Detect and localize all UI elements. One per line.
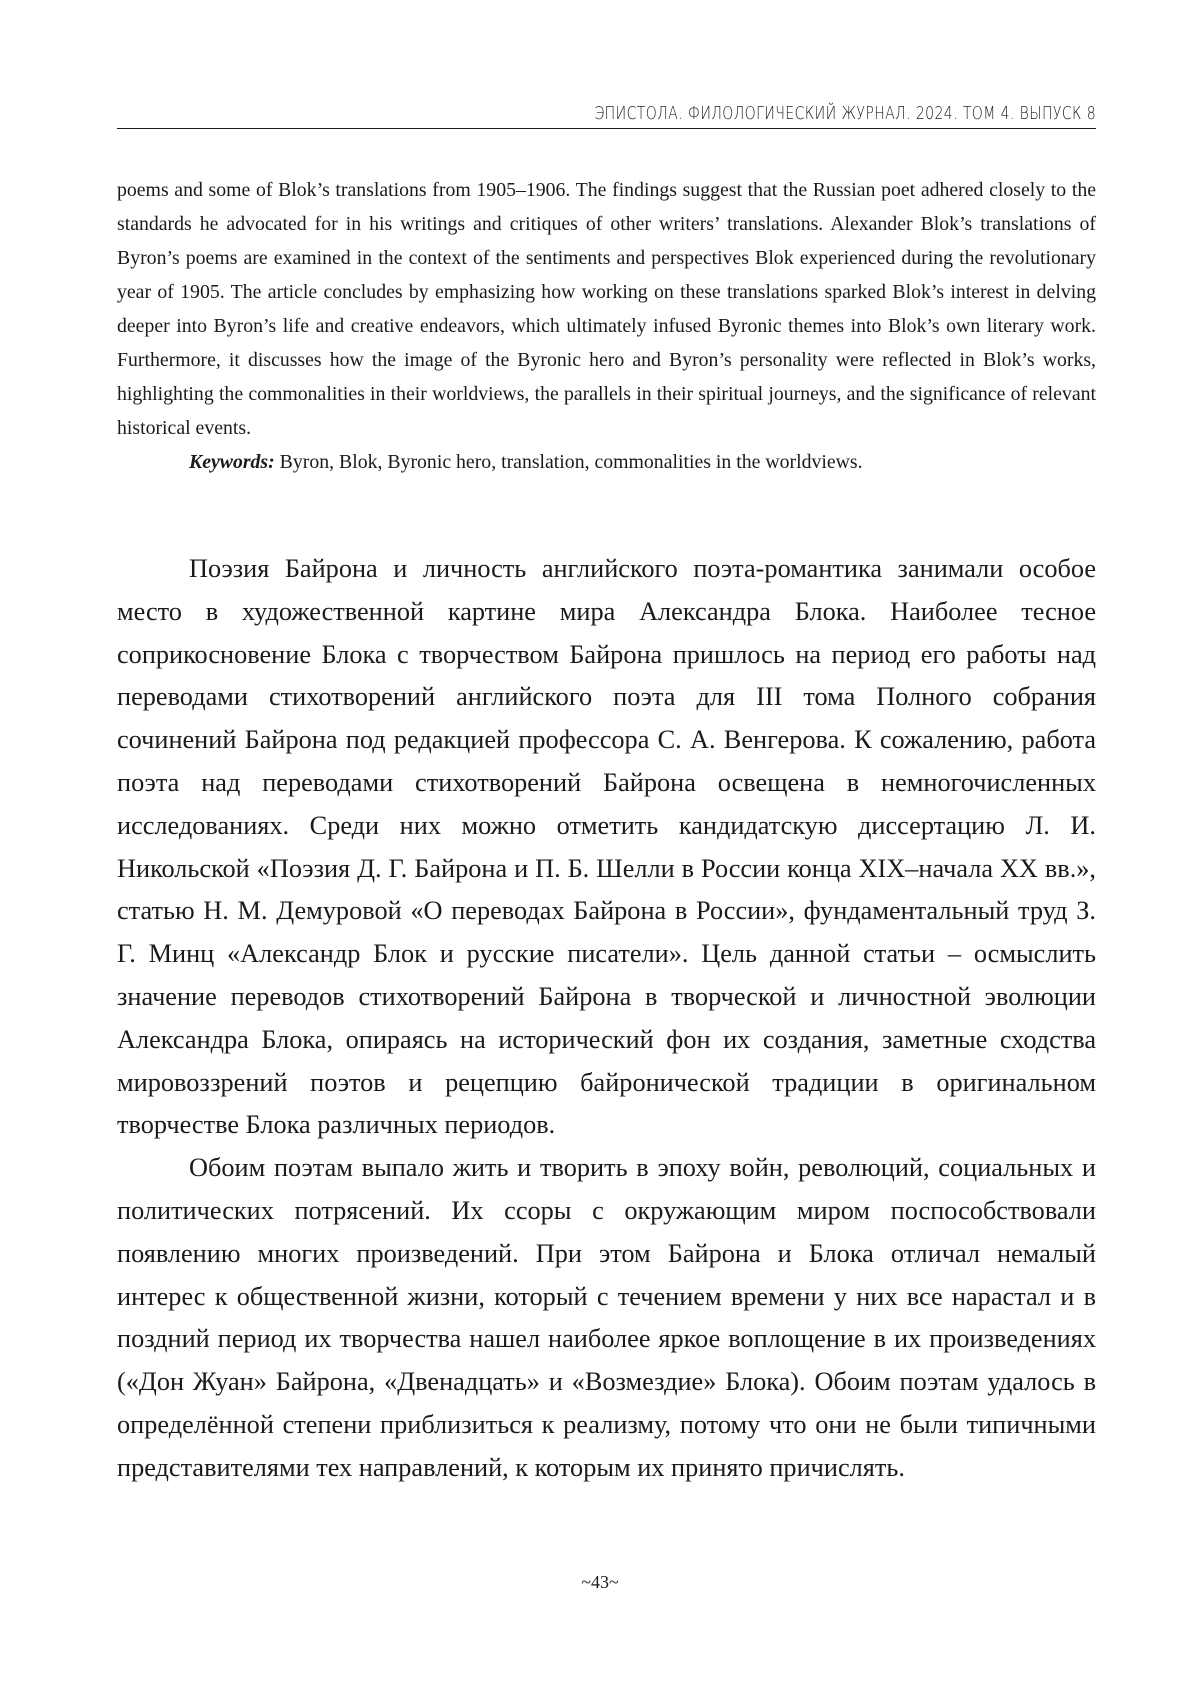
keywords-label: Keywords: [189,451,275,473]
keywords-line [117,445,1096,479]
body-paragraph: Поэзия Байрона и личность английского поэта-романтика занимали особое место в художественной картине мира Александра Блока. Наиболее тесное соприкосновение Блока с творчеством Байрона пришлось на период его работы над переводами стихотворений английского поэта для III тома Полного собрания сочинений Байрона под редакцией профессора С. А. Венгерова. К сожалению, работа поэта над переводами стихотворений Байрона освещена в немногочисленных исследованиях. Среди них можно отметить кандидатскую диссертацию Л. И. Никольской «Поэзия Д. Г. Байрона и П. Б. Шелли в России конца XIX–начала XX вв.», статью Н. М. Демуровой «О переводах Байрона в России», фундаментальный труд З. Г. Минц «Александр Блок и русские писатели». Цель данной статьи – осмыслить значение переводов стихотворений Байрона в творческой и личностной эволюции Александра Блока, опираясь на исторический фон их создания, заметные сходства мировоззрений поэтов и рецепцию байронической традиции в оригинальном творчестве Блока различных периодов. [117,554,1096,1140]
body-paragraph: Обоим поэтам выпало жить и творить в эпоху войн, революций, социальных и политических потрясений. Их ссоры с окружающим миром поспособствовали появлению многих произведений. При этом Байрона и Блока отличал немалый интерес к общественной жизни, который с течением времени у них все нарастал и в поздний период их творчества нашел наиболее яркое воплощение в их произведениях («Дон Жуан» Байрона, «Двенадцать» и «Возмездие» Блока). Обоим поэтам удалось в определённой степени приблизиться к реализму, потому что они не были типичными представителями тех направлений, к которым их принято причислять. [117,1153,1096,1482]
article-body [117,548,1096,1490]
abstract-text: poems and some of Blok’s translations from 1905–1906. The findings suggest that the Russian poet adhered closely to the standards he advocated for in his writings and critiques of other writers’ translations. Alexander Blok’s translations of Byron’s poems are examined in the context of the sentiments and perspectives Blok experienced during the revolutionary year of 1905. The article concludes by emphasizing how working on these translations sparked Blok’s interest in delving deeper into Byron’s life and creative endeavors, which ultimately infused Byronic themes into Blok’s own literary work. Furthermore, it discusses how the image of the Byronic hero and Byron’s personality were reflected in Blok’s works, highlighting the commonalities in their worldviews, the parallels in their spiritual journeys, and the significance of relevant historical events. [117,179,1096,439]
journal-running-title: ЭПИСТОЛА. ФИЛОЛОГИЧЕСКИЙ ЖУРНАЛ. 2024. ТОМ 4. ВЫПУСК 8 [594,103,1096,124]
keywords-text: Byron, Blok, Byronic hero, translation, commonalities in the worldviews. [274,451,863,473]
page-number: ~43~ [581,1572,619,1592]
abstract-section [117,173,1096,479]
running-header [117,100,1096,129]
